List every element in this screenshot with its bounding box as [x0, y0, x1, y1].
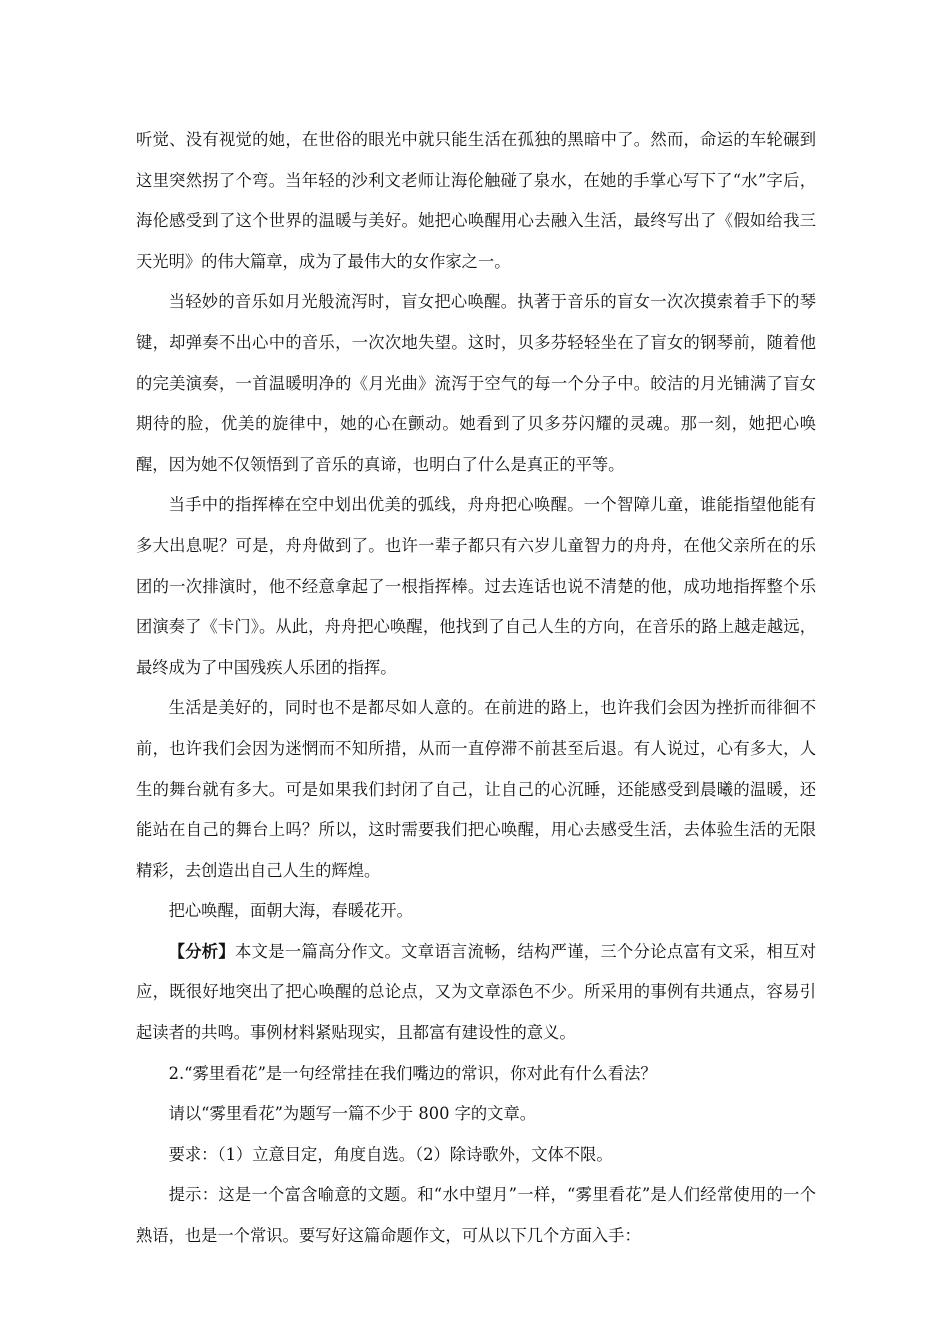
- question-2-hint: 提示：这是一个富含喻意的文题。和“水中望月”一样，“雾里看花”是人们经常使用的一个熟语，也是一个常识。要写好这篇命题作文，可从以下几个方面入手：: [136, 1185, 816, 1246]
- analysis-label: 【分析】: [168, 941, 236, 961]
- paragraph-moonlight-sonata: 当轻妙的音乐如月光般流泻时，盲女把心唤醒。执著于音乐的盲女一次次摸索着手下的琴键，却弹奏不出心中的音乐，一次次地失望。这时，贝多芬轻轻坐在了盲女的钢琴前，随着他的完美演奏，一首温暖明净的《月光曲》流泻于空气的每一个分子中。皎洁的月光铺满了盲女期待的脸，优美的旋律中，她的心在颤动。她看到了贝多芬闪耀的灵魂。那一刻，她把心唤醒，因为她不仅领悟到了音乐的真谛，也明白了什么是真正的平等。: [136, 292, 816, 474]
- question-2-requirements: 要求：（1）立意目定，角度自选。（2）除诗歌外，文体不限。: [168, 1144, 613, 1164]
- document-body: [136, 120, 816, 1257]
- paragraph-life-reflection: 生活是美好的，同时也不是都尽如人意的。在前进的路上，也许我们会因为挫折而徘徊不前，也许我们会因为迷惘而不知所措，从而一直停滞不前甚至后退。有人说过，心有多大，人生的舞台就有多大。可是如果我们封闭了自己，让自己的心沉睡，还能感受到晨曦的温暖，还能站在自己的舞台上吗？所以，这时需要我们把心唤醒，用心去感受生活，去体验生活的无限精彩，去创造出自己人生的辉煌。: [136, 698, 816, 880]
- paragraph-analysis: [136, 932, 816, 1054]
- question-2-task: 请以“雾里看花”为题写一篇不少于 800 字的文章。: [168, 1104, 537, 1124]
- paragraph-zhouzhou: 当手中的指挥棒在空中划出优美的弧线，舟舟把心唤醒。一个智障儿童，谁能指望他能有多大出息呢？可是，舟舟做到了。也许一辈子都只有六岁儿童智力的舟舟，在他父亲所在的乐团的一次排演时，他不经意拿起了一根指挥棒。过去连话也说不清楚的他，成功地指挥整个乐团演奏了《卡门》。从此，舟舟把心唤醒，他找到了自己人生的方向，在音乐的路上越走越远，最终成为了中国残疾人乐团的指挥。: [136, 495, 816, 677]
- question-2-prompt: 2.“雾里看花”是一句经常挂在我们嘴边的常识，你对此有什么看法？: [168, 1063, 657, 1083]
- paragraph-conclusion: 把心唤醒，面朝大海，春暖花开。: [168, 901, 413, 921]
- paragraph-helen-keller: 听觉、没有视觉的她，在世俗的眼光中就只能生活在孤独的黑暗中了。然而，命运的车轮碾到这里突然拐了个弯。当年轻的沙利文老师让海伦触碰了泉水，在她的手掌心写下了“水”字后，海伦感受到了这个世界的温暖与美好。她把心唤醒用心去融入生活，最终写出了《假如给我三天光明》的伟大篇章，成为了最伟大的女作家之一。: [136, 130, 816, 271]
- analysis-text: 本文是一篇高分作文。文章语言流畅，结构严谨，三个分论点富有文采，相互对应，既很好地突出了把心唤醒的总论点，又为文章添色不少。所采用的事例有共通点，容易引起读者的共鸣。事例材料紧贴现实，且都富有建设性的意义。: [136, 941, 816, 1043]
